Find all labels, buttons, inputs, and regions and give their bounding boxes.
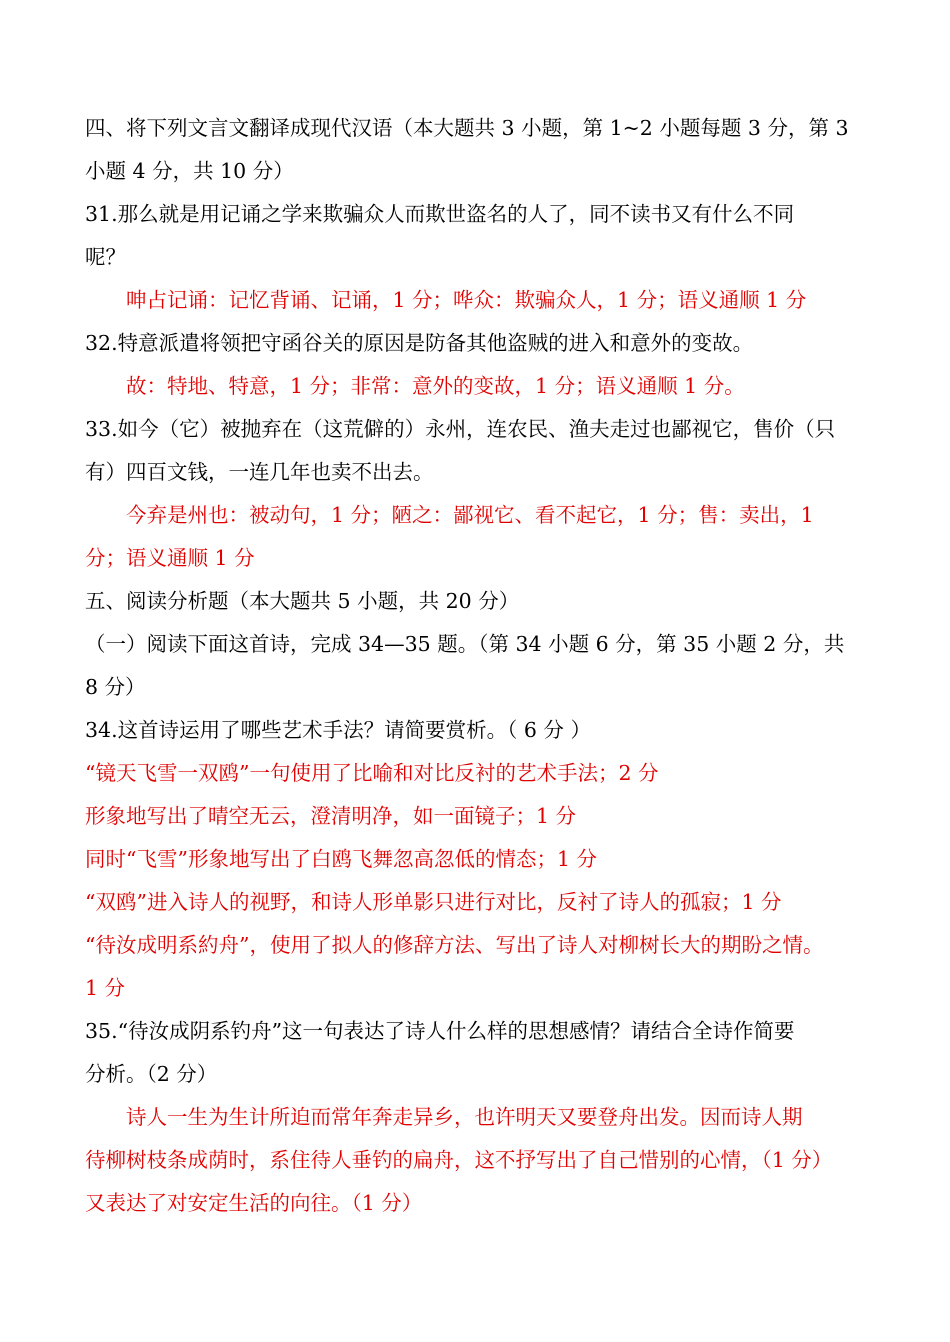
q34-answer-3: 同时“飞雪”形象地写出了白鸥飞舞忽高忽低的情态；1 分 — [85, 847, 598, 871]
q34-text: 34.这首诗运用了哪些艺术手法？请简要赏析。（ 6 分 ） — [85, 718, 591, 742]
q35-answer-2: 待柳树枝条成荫时，系住待人垂钓的扁舟，这不抒写出了自己惜别的心情，（1 分） — [85, 1148, 833, 1172]
q35-answer-3: 又表达了对安定生活的向往。（1 分） — [85, 1191, 423, 1215]
q33-answer: 今弃是州也：被动句，1 分；陋之：鄙视它、看不起它，1 分；售：卖出，1 — [126, 503, 814, 527]
q31-text: 31.那么就是用记诵之学来欺骗众人而欺世盗名的人了，同不读书又有什么不同 — [85, 202, 795, 226]
q33-text: 33.如今（它）被抛弃在（这荒僻的）永州，连农民、渔夫走过也鄙视它，售价（只 — [85, 417, 836, 441]
q35-answer-1: 诗人一生为生计所迫而常年奔走异乡，也许明天又要登舟出发。因而诗人期 — [126, 1105, 803, 1129]
section-five-heading: 五、阅读分析题（本大题共 5 小题，共 20 分） — [85, 589, 520, 613]
q31-text-cont: 呢？ — [85, 245, 126, 269]
q34-answer-5: “待汝成明系約舟”，使用了拟人的修辞方法、写出了诗人对柳树长大的期盼之情。 — [85, 933, 824, 957]
reading-one-instruction-cont: 8 分） — [85, 675, 146, 699]
q34-answer-5-cont: 1 分 — [85, 976, 126, 1000]
q32-text: 32.特意派遣将领把守函谷关的原因是防备其他盗贼的进入和意外的变故。 — [85, 331, 754, 355]
q32-answer: 故：特地、特意，1 分；非常：意外的变故，1 分；语义通顺 1 分。 — [126, 374, 745, 398]
q33-text-cont: 有）四百文钱，一连几年也卖不出去。 — [85, 460, 434, 484]
q33-answer-cont: 分；语义通顺 1 分 — [85, 546, 255, 570]
q35-text-cont: 分析。（2 分） — [85, 1062, 218, 1086]
q34-answer-4: “双鸥”进入诗人的视野，和诗人形单影只进行对比，反衬了诗人的孤寂；1 分 — [85, 890, 782, 914]
section-four-heading-cont: 小题 4 分，共 10 分） — [85, 159, 294, 183]
reading-one-instruction: （一）阅读下面这首诗，完成 34—35 题。（第 34 小题 6 分，第 35 小题 2 分，共 — [85, 632, 845, 656]
q35-text: 35.“待汝成阴系钓舟”这一句表达了诗人什么样的思想感情？请结合全诗作简要 — [85, 1019, 795, 1043]
section-four-heading: 四、将下列文言文翻译成现代汉语（本大题共 3 小题，第 1~2 小题每题 3 分，第 3 — [85, 116, 849, 140]
q34-answer-1: “镜天飞雪一双鸥”一句使用了比喻和对比反衬的艺术手法；2 分 — [85, 761, 659, 785]
q34-answer-2: 形象地写出了晴空无云，澄清明净，如一面镜子；1 分 — [85, 804, 577, 828]
q31-answer: 呻占记诵：记忆背诵、记诵，1 分；哗众：欺骗众人，1 分；语义通顺 1 分 — [126, 288, 807, 312]
